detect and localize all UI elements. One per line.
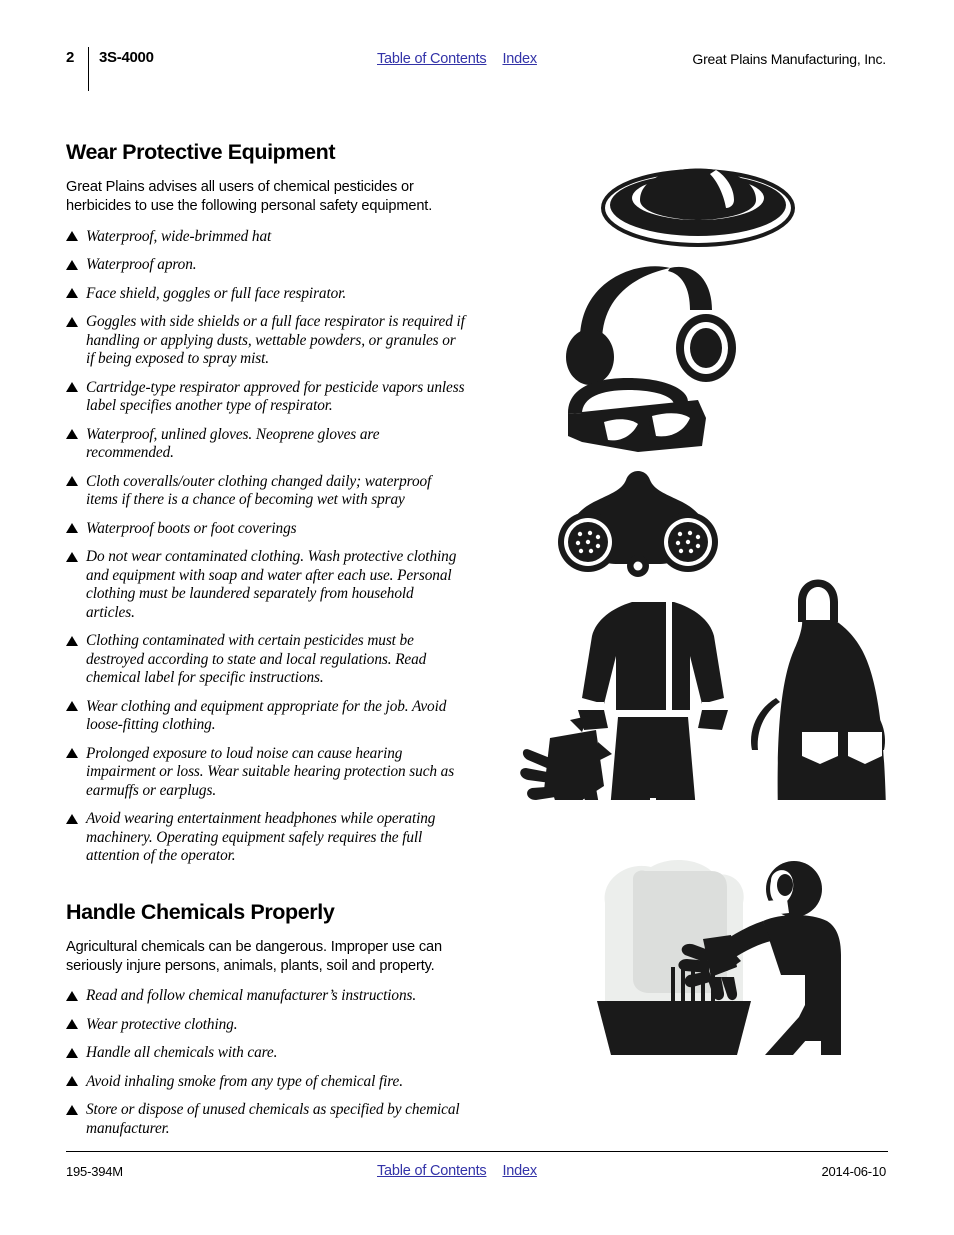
company-name: Great Plains Manufacturing, Inc. — [692, 51, 886, 67]
list-item — [66, 520, 466, 539]
list-item-text: Avoid inhaling smoke from any type of chemical fire. — [86, 1072, 403, 1090]
list-item — [66, 548, 466, 622]
header-divider — [88, 47, 89, 91]
triangle-bullet-icon — [66, 288, 78, 298]
list-item-text: Waterproof, wide-brimmed hat — [86, 227, 272, 245]
list-item-text: Waterproof apron. — [86, 256, 197, 274]
page-number: 2 — [66, 49, 75, 66]
model-number: 3S-4000 — [99, 49, 154, 66]
footer-links — [377, 1162, 537, 1180]
list-item-text: Do not wear contaminated clothing. Wash protective clothing and equipment with soap and water after each use. Personal clothing must be laundered separately from household articles. — [86, 548, 457, 621]
list-item — [66, 1016, 466, 1035]
list-item — [66, 1073, 466, 1092]
triangle-bullet-icon — [66, 429, 78, 439]
section-intro-paragraph: Agricultural chemicals can be dangerous. Improper use can seriously injure persons, animals, plants, soil and property. — [66, 938, 442, 974]
container-icon — [597, 1001, 751, 1055]
content-text-column — [66, 140, 466, 1138]
list-item-text: Waterproof, unlined gloves. Neoprene gloves are recommended. — [86, 425, 380, 462]
list-item — [66, 698, 466, 735]
list-item — [66, 632, 466, 688]
triangle-bullet-icon — [66, 1076, 78, 1086]
triangle-bullet-icon — [66, 991, 78, 1001]
list-item-text: Clothing contaminated with certain pesticides must be destroyed according to state and local regulations. Read chemical label for specific instructions. — [86, 632, 427, 687]
list-item — [66, 987, 466, 1006]
document-number: 195-394M — [66, 1164, 123, 1179]
footer-divider — [66, 1151, 888, 1152]
triangle-bullet-icon — [66, 636, 78, 646]
footer-index-link[interactable]: Index — [502, 1163, 537, 1179]
section-intro-paragraph: Great Plains advises all users of chemical pesticides or herbicides to use the following personal safety equipment. — [66, 179, 433, 214]
list-item — [66, 1044, 466, 1063]
earmuffs-icon — [566, 266, 736, 385]
page-header — [66, 46, 888, 92]
list-item-text: Handle all chemicals with care. — [86, 1044, 278, 1062]
header-index-link[interactable]: Index — [502, 51, 537, 67]
list-item — [66, 810, 466, 866]
list-item — [66, 285, 466, 304]
triangle-bullet-icon — [66, 476, 78, 486]
triangle-bullet-icon — [66, 1105, 78, 1115]
triangle-bullet-icon — [66, 748, 78, 758]
list-item — [66, 745, 466, 801]
triangle-bullet-icon — [66, 1019, 78, 1029]
list-item-text: Wear clothing and equipment appropriate for the job. Avoid loose-fitting clothing. — [86, 697, 447, 734]
list-item — [66, 379, 466, 416]
triangle-bullet-icon — [66, 317, 78, 327]
respirator-icon — [558, 471, 718, 577]
list-item-text: Face shield, goggles or full face respirator. — [86, 284, 347, 302]
list-item-text: Store or dispose of unused chemicals as specified by chemical manufacturer. — [86, 1101, 460, 1137]
triangle-bullet-icon — [66, 231, 78, 241]
list-item — [66, 426, 466, 463]
list-item-text: Waterproof boots or foot coverings — [86, 519, 297, 537]
personal-protective-equipment-illustration — [520, 150, 920, 800]
page-footer — [66, 1162, 888, 1186]
wide-brimmed-hat-icon — [603, 169, 793, 246]
list-item-text: Wear protective clothing. — [86, 1015, 238, 1033]
list-item-text: Cartridge-type respirator approved for pesticide vapors unless label specifies another type of respirator. — [86, 378, 465, 415]
list-item — [66, 228, 466, 247]
header-links — [377, 50, 537, 68]
triangle-bullet-icon — [66, 814, 78, 824]
apron-icon — [751, 580, 886, 801]
list-item — [66, 1101, 466, 1138]
triangle-bullet-icon — [66, 260, 78, 270]
list-item — [66, 313, 466, 369]
revision-date: 2014-06-10 — [821, 1164, 886, 1179]
bullet-list — [66, 987, 466, 1138]
section-handle-chemicals-properly — [66, 900, 466, 1139]
header-table-of-contents-link[interactable]: Table of Contents — [377, 51, 487, 67]
list-item-text: Read and follow chemical manufacturer’s instructions. — [86, 987, 417, 1005]
list-item — [66, 256, 466, 275]
handling-chemicals-illustration — [575, 855, 865, 1055]
list-item-text: Avoid wearing entertainment headphones while operating machinery. Operating equipment safely requires the full attention of the operator. — [86, 810, 436, 865]
list-item-text: Prolonged exposure to loud noise can cause hearing impairment or loss. Wear suitable hearing protection such as earmuffs or earplugs. — [86, 744, 455, 799]
triangle-bullet-icon — [66, 523, 78, 533]
list-item-text: Goggles with side shields or a full face respirator is required if handling or applying dusts, wettable powders, or granules or if being exposed to spray mist. — [86, 313, 465, 368]
triangle-bullet-icon — [66, 1048, 78, 1058]
goggles-icon — [568, 378, 706, 452]
triangle-bullet-icon — [66, 382, 78, 392]
triangle-bullet-icon — [66, 701, 78, 711]
triangle-bullet-icon — [66, 552, 78, 562]
section-title: Wear Protective Equipment — [66, 140, 336, 164]
section-title: Handle Chemicals Properly — [66, 899, 335, 924]
list-item — [66, 473, 466, 510]
section-wear-protective-equipment — [66, 140, 466, 866]
footer-table-of-contents-link[interactable]: Table of Contents — [377, 1163, 487, 1179]
list-item-text: Cloth coveralls/outer clothing changed daily; waterproof items if there is a chance of becoming wet with spray — [86, 472, 432, 509]
bullet-list — [66, 228, 466, 866]
